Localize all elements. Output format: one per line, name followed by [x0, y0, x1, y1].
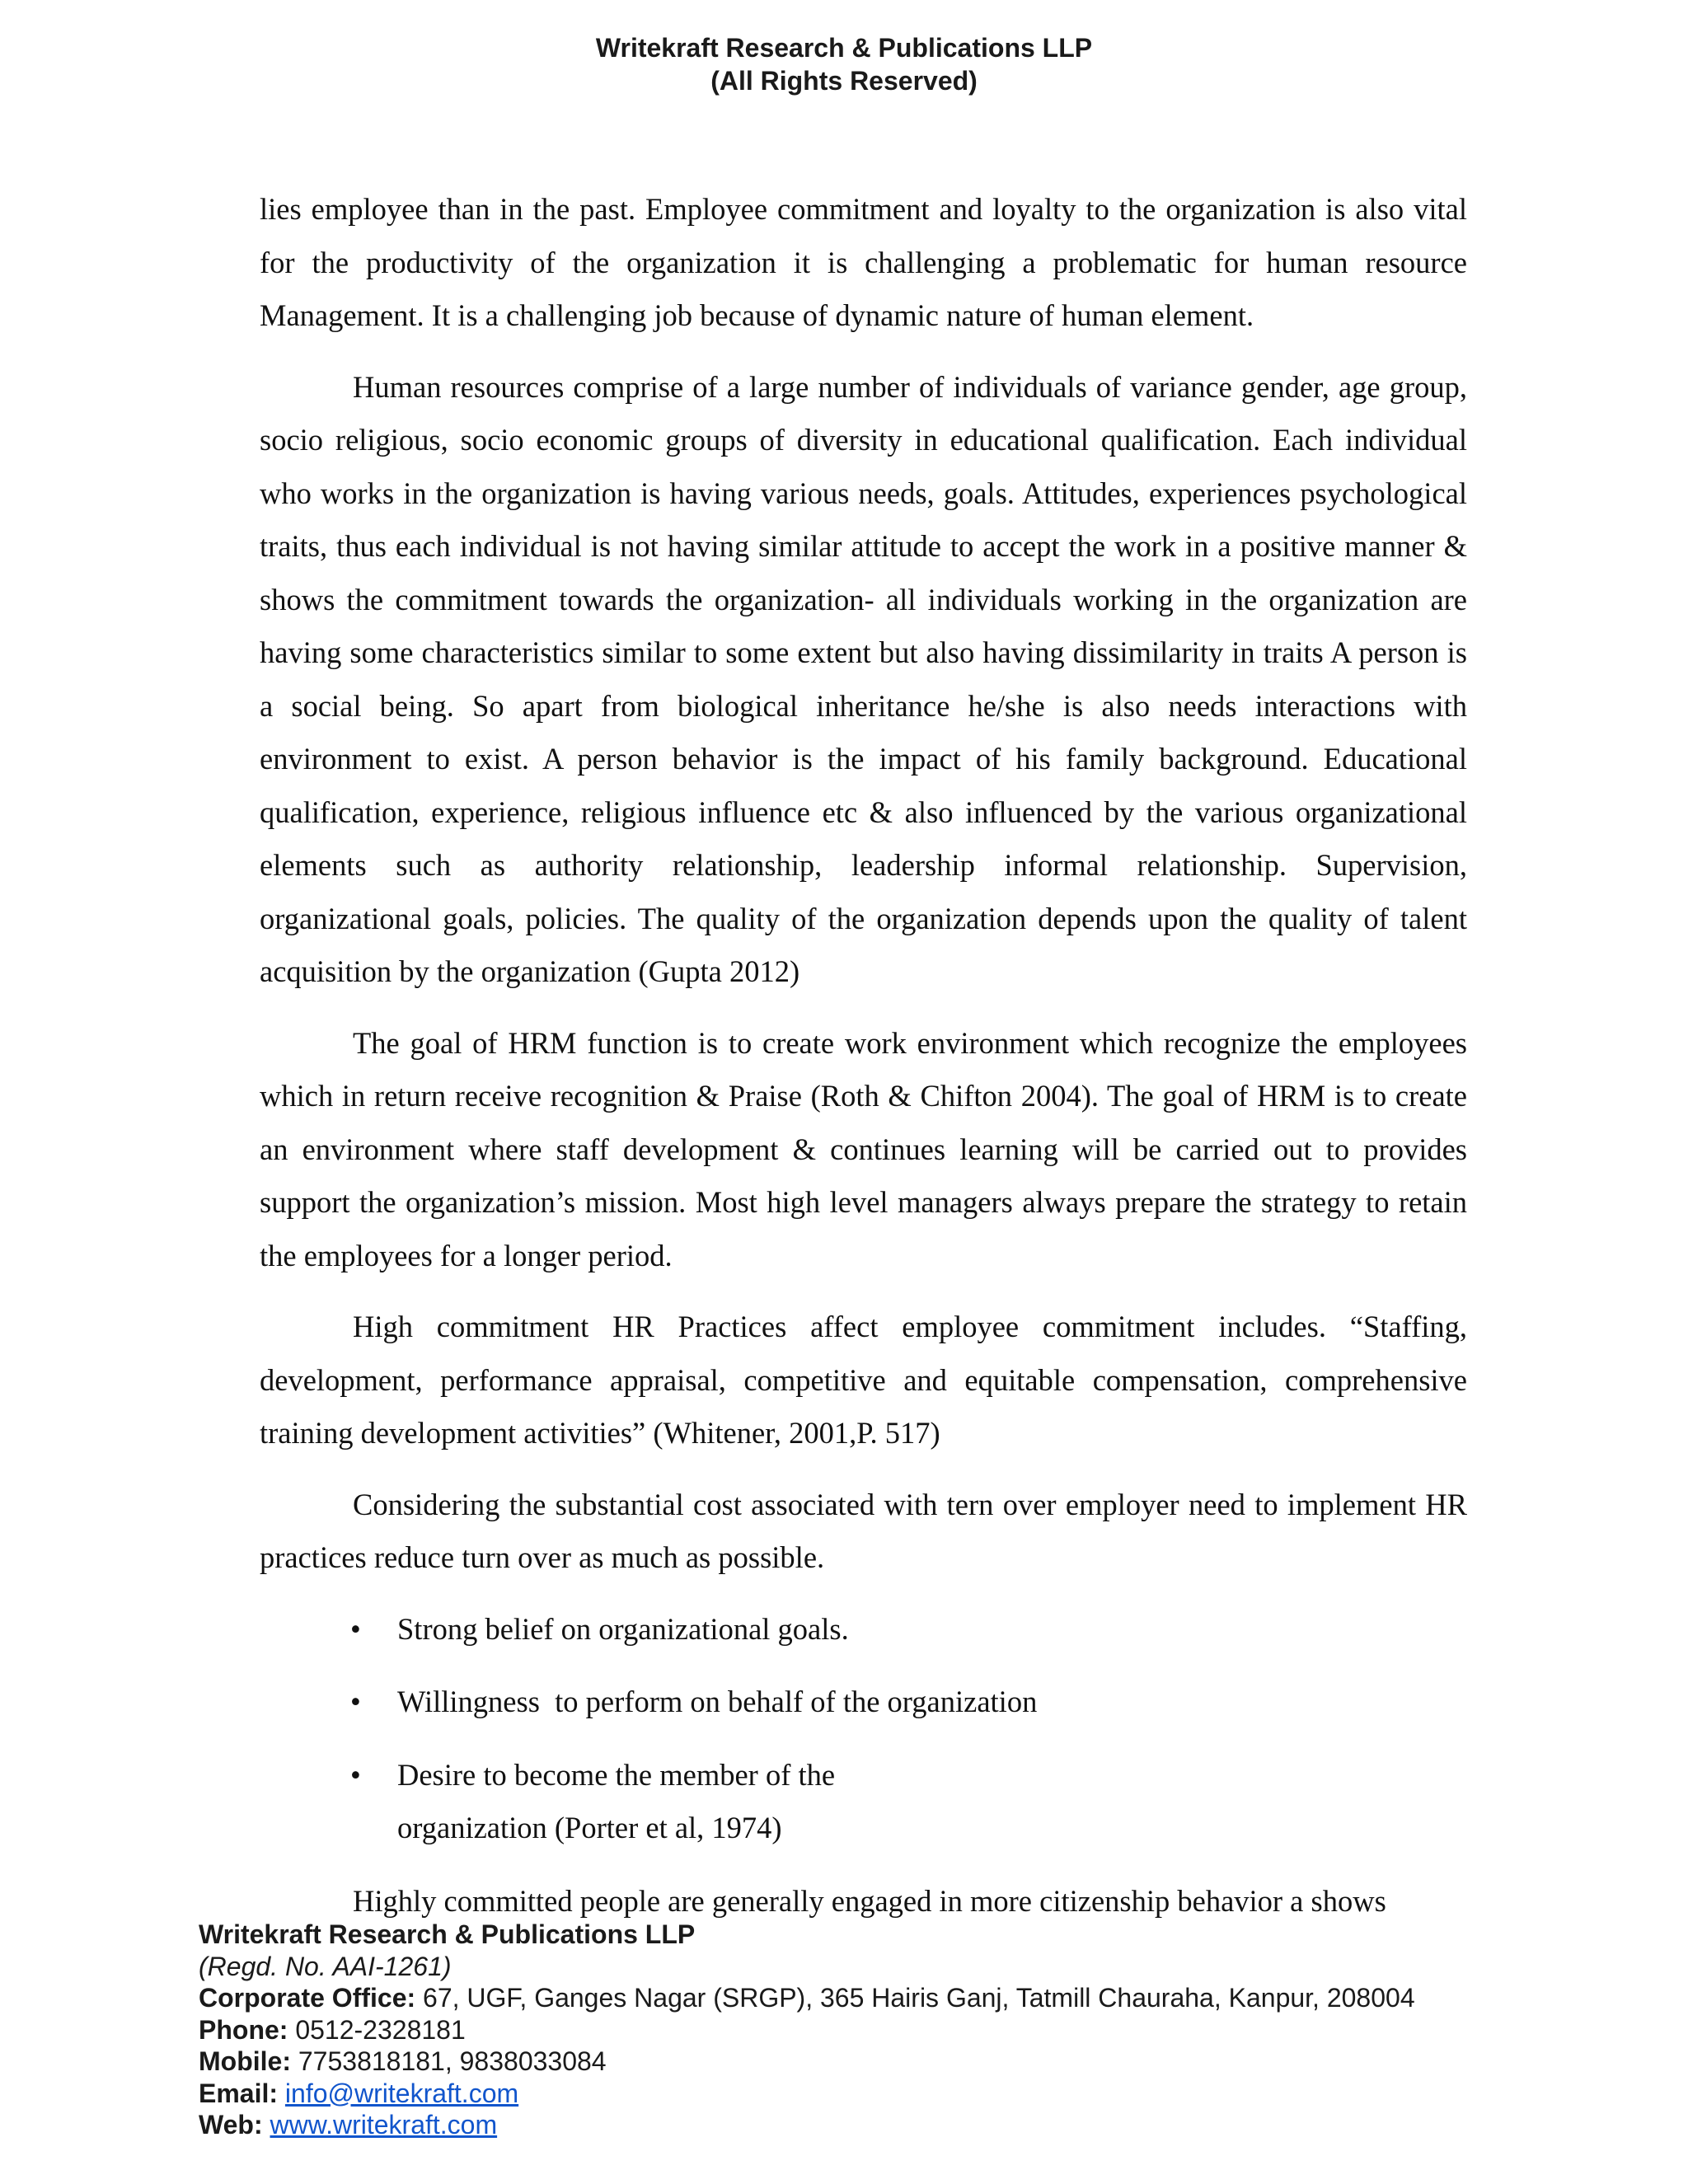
corporate-office-address: 67, UGF, Ganges Nagar (SRGP), 365 Hairis Ganj, Tatmill Chauraha, Kanpur, 208004 — [415, 1983, 1415, 2013]
paragraph-4: High commitment HR Practices affect employee commitment includes. “Staffing, development, performance appraisal, competitive and equitable compensation, comprehensive training development activities” (Whitener, 2001,P. 517) — [260, 1310, 1467, 1450]
footer-mobile — [199, 2046, 1600, 2078]
list-item-text: Willingness to perform on behalf of the organization — [397, 1685, 1038, 1718]
footer-web — [199, 2109, 1600, 2141]
corporate-office-label: Corporate Office: — [199, 1983, 416, 2013]
footer-corporate-office — [199, 1982, 1600, 2014]
footer-phone — [199, 2014, 1600, 2046]
header-company-name: Writekraft Research & Publications LLP — [595, 33, 1093, 63]
bullet-icon: • — [350, 1611, 361, 1646]
list-item-text: Strong belief on organizational goals. — [397, 1611, 849, 1646]
document-body — [260, 183, 1467, 1946]
list-item — [260, 1603, 1467, 1657]
bullet-icon: • — [350, 1757, 361, 1792]
email-link[interactable]: info@writekraft.com — [284, 2078, 519, 2108]
list-item-text: Desire to become the member of the organization (Porter et al, 1974) — [397, 1757, 836, 1844]
paragraph-2: Human resources comprise of a large number of individuals of variance gender, age group, socio religious, socio economic groups of diversity in educational qualification. Each individual who works in the organization is having various needs, goals. Attitudes, experiences psychological traits, thus each individual is not having similar attitude to accept the work in a positive manner & shows the commitment towards the organization- all individuals working in the organization are having some characteristics similar to some extent but also having dissimilarity in traits A person is a social being. So apart from biological inheritance he/she is also needs interactions with environment to exist. A person behavior is the impact of his family background. Educational qualification, experience, religious influence etc & also influenced by the various organizational elements such as authority relationship, leadership informal relationship. Supervision, organizational goals, policies. The quality of the organization depends upon the quality of talent acquisition by the organization (Gupta 2012) — [260, 369, 1467, 988]
list-item — [260, 1675, 1467, 1729]
bullet-list — [260, 1603, 1467, 1855]
phone-number: 0512-2328181 — [288, 2014, 466, 2045]
web-label: Web: — [199, 2110, 263, 2139]
page-footer — [199, 1919, 1600, 2141]
bullet-icon: • — [350, 1685, 361, 1718]
paragraph-5: Considering the substantial cost associated with tern over employer need to implement HR practices reduce turn over as much as possible. — [260, 1487, 1467, 1574]
page-header — [0, 31, 1688, 97]
list-item — [260, 1749, 1467, 1855]
footer-registration-number: (Regd. No. AAI-1261) — [199, 1951, 452, 1981]
website-link[interactable]: www.writekraft.com — [270, 2110, 498, 2139]
paragraph-6: Highly committed people are generally engaged in more citizenship behavior a shows — [353, 1883, 1386, 1918]
mobile-label: Mobile: — [199, 2046, 291, 2076]
phone-label: Phone: — [199, 2014, 288, 2045]
email-label: Email: — [199, 2078, 279, 2108]
footer-company-name: Writekraft Research & Publications LLP — [199, 1919, 696, 1949]
paragraph-3: The goal of HRM function is to create work environment which recognize the employees which in return receive recognition & Praise (Roth & Chifton 2004). The goal of HRM is to create an environment where staff development & continues learning will be carried out to provides support the organization’s mission. Most high level managers always prepare the strategy to retain the employees for a longer period. — [260, 1025, 1467, 1272]
footer-email — [199, 2078, 1600, 2110]
header-rights-notice: (All Rights Reserved) — [710, 66, 978, 96]
mobile-numbers: 7753818181, 9838033084 — [290, 2046, 607, 2076]
paragraph-1: lies employee than in the past. Employee commitment and loyalty to the organization is also vital for the productivity of the organization it is challenging a problematic for human resource Management. It is a challenging job because of dynamic nature of human element. — [260, 192, 1467, 332]
